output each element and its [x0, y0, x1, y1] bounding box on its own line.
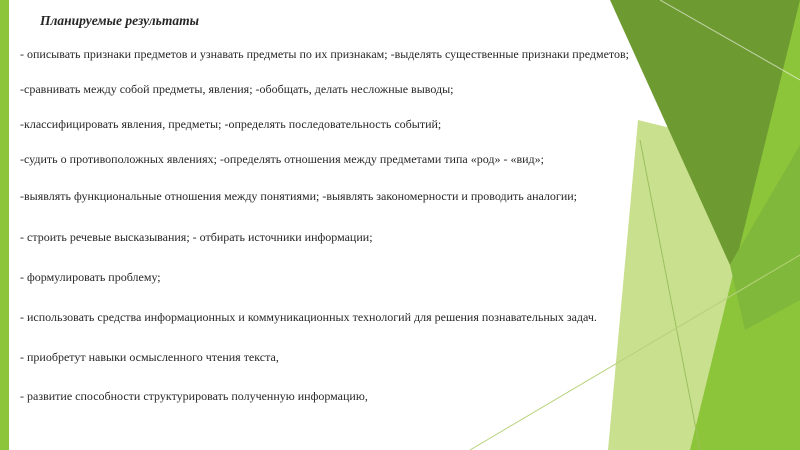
bullet-item: -сравнивать между собой предметы, явления; -обобщать, делать несложные выводы;: [20, 82, 454, 96]
bullet-item: - приобретут навыки осмысленного чтения текста,: [20, 350, 279, 364]
bullet-item: - развитие способности структурировать полученную информацию,: [20, 389, 368, 403]
bullet-item: - использовать средства информационных и коммуникационных технологий для решения познавательных задач.: [20, 310, 597, 324]
bullet-item: - формулировать проблему;: [20, 270, 161, 284]
bullet-item: -классифицировать явления, предметы; -определять последовательность событий;: [20, 117, 442, 131]
left-accent-bar: [0, 0, 9, 450]
bullet-item: - описывать признаки предметов и узнавать предметы по их признакам; -выделять существенные признаки предметов;: [20, 47, 629, 61]
bullet-item: - строить речевые высказывания; - отбирать источники информации;: [20, 230, 373, 244]
bullet-item: -выявлять функциональные отношения между понятиями; -выявлять закономерности и проводить аналогии;: [20, 189, 578, 203]
slide-title: Планируемые результаты: [40, 13, 199, 28]
bullet-item: -судить о противоположных явлениях; -определять отношения между предметами типа «род» - «вид»;: [20, 152, 544, 166]
bullet-list: [20, 0, 800, 450]
